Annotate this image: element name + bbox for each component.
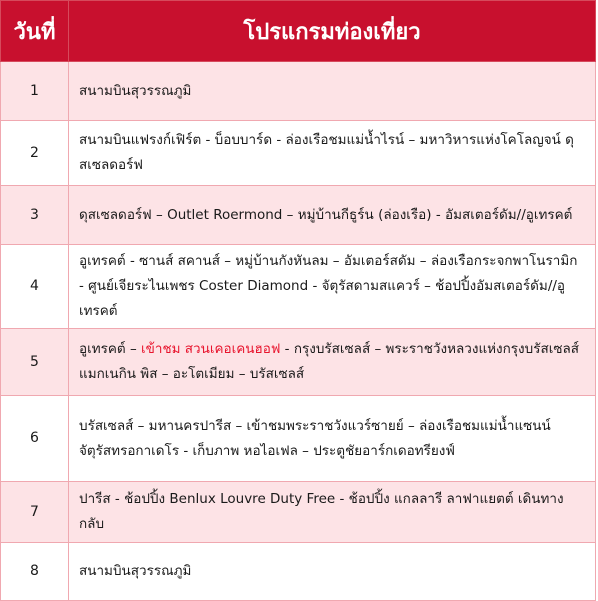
day-number: 4 [1,245,69,329]
program-text-before: อูเทรคต์ – [79,341,142,357]
day-program [69,329,596,396]
day-number: 1 [1,62,69,121]
day-number: 2 [1,121,69,186]
table-row [1,121,596,186]
day-program: สนามบินสุวรรณภูมิ [69,62,596,121]
header-day: วันที่ [1,1,69,62]
day-number: 6 [1,396,69,482]
table-row [1,543,596,601]
day-program: สนามบินสุวรรณภูมิ [69,543,596,601]
day-number: 5 [1,329,69,396]
table-header-row [1,1,596,62]
day-program: บรัสเซลส์ – มหานครปารีส – เข้าชมพระราชวังแวร์ซายย์ – ล่องเรือชมแม่น้ำแซนน์ จัตุรัสทรอกาเดโร - เก็บภาพ หอไอเฟล – ประตูชัยอาร์กเดอทรียงฟ์ [69,396,596,482]
day-number: 3 [1,186,69,245]
day-program: ปารีส - ช้อปปิ้ง Benlux Louvre Duty Free - ช้อปปิ้ง แกลลารี ลาฟาแยตต์ เดินทางกลับ [69,482,596,543]
table-row [1,245,596,329]
highlighted-attraction: เข้าชม สวนเคอเคนฮอฟ [141,341,281,357]
day-number: 8 [1,543,69,601]
day-program: สนามบินแฟรงก์เฟิร์ต - บ็อบบาร์ด - ล่องเรือชมแม่น้ำไรน์ – มหาวิหารแห่งโคโลญจน์ ดุสเซลดอร์ฟ [69,121,596,186]
table-row [1,186,596,245]
day-program: ดุสเซลดอร์ฟ – Outlet Roermond – หมู่บ้านกีธูร์น (ล่องเรือ) - อัมสเตอร์ดัม//อูเทรคต์ [69,186,596,245]
table-row [1,396,596,482]
program-text-after: - กรุงบรัสเซลส์ – พระราชวังหลวงแห่งกรุงบรัสเซลส์แมกเนกิน พิส – อะโตเมียม – บรัสเซลส์ [79,341,579,382]
table-row [1,62,596,121]
header-program: โปรแกรมท่องเที่ยว [69,1,596,62]
table-row [1,329,596,396]
day-program: อูเทรคต์ - ซานส์ สคานส์ – หมู่บ้านกังหันลม – อัมเตอร์สดัม – ล่องเรือกระจกพาโนรามิก - ศูนย์เจียระไนเพชร Coster Diamond - จัตุรัสดามสแควร์ – ช้อปปิ้งอัมสเตอร์ดัม//อูเทรคต์ [69,245,596,329]
table-row [1,482,596,543]
day-number: 7 [1,482,69,543]
